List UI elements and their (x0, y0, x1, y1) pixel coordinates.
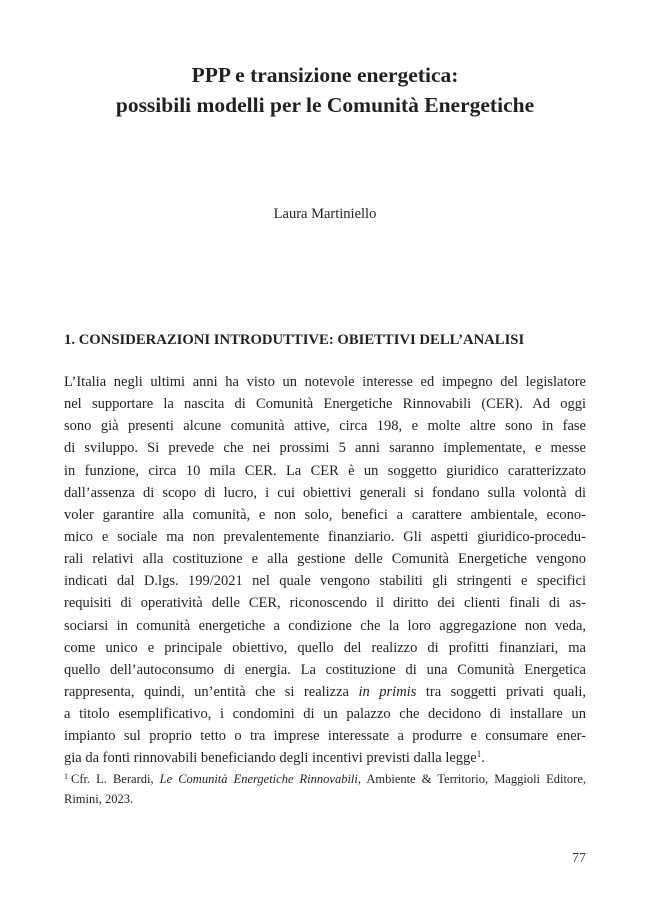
section-heading: 1. CONSIDERAZIONI INTRODUTTIVE: OBIETTIVI DELL’ANALISI (64, 332, 525, 348)
body-line: voler garantire alla comunità, e non solo, benefici a carattere ambientale, econo- (64, 506, 586, 523)
body-line: mico e sociale ma non prevalentemente finanziario. Gli aspetti giuridico-procedu- (64, 528, 586, 545)
body-line: rali relativi alla costituzione e alla gestione delle Comunità Energetiche vengono (64, 551, 586, 568)
page-number: 77 (572, 851, 586, 866)
footnote-citation-title: Le Comunità Energetiche Rinnovabili (159, 772, 358, 786)
body-line: di sviluppo. Si prevede che nei prossimi 5 anni saranno implementate, e messe (64, 440, 586, 457)
italic-phrase: in primis (358, 683, 417, 700)
page-title (0, 60, 650, 120)
body-line: sociarsi in comunità energetiche a condizione che la loro aggregazione non veda, (64, 617, 586, 634)
body-line: indicati dal D.lgs. 199/2021 nel quale vengono stabiliti gli stringenti e specifici (64, 573, 586, 590)
body-text-run: rappresenta, quindi, un’entità che si realizza (64, 683, 359, 700)
body-line: come unico e principale obiettivo, quello del realizzo di profitti finanziari, ma (64, 639, 586, 656)
body-line: L’Italia negli ultimi anni ha visto un notevole interesse ed impegno del legislatore (64, 374, 586, 390)
body-text-run: tra soggetti privati quali, (416, 683, 586, 700)
body-line: impianto sul proprio tetto o tra imprese interessate a produrre e consumare ener- (64, 728, 586, 745)
footnote-line: Rimini, 2023. (64, 792, 134, 806)
footnote-reference[interactable]: 1 (476, 749, 482, 760)
footnote-line (64, 769, 586, 789)
body-line: nel supportare la nascita di Comunità Energetiche Rinnovabili (CER). Ad oggi (64, 396, 586, 413)
body-text-run: gia da fonti rinnovabili beneficiando degli incentivi previsti dalla legge (64, 750, 477, 767)
footnote-marker: 1 (64, 772, 68, 781)
body-line: requisiti di operatività delle CER, riconoscendo il diritto dei clienti finali di as- (64, 595, 586, 612)
body-line: dall’assenza di scopo di lucro, i cui obiettivi generali si fondano sulla volontà di (64, 484, 586, 501)
body-line: a titolo esemplificativo, i condomini di un palazzo che decidono di installare un (64, 706, 586, 723)
body-line: sono già presenti alcune comunità attive, circa 198, e molte altre sono in fase (64, 418, 586, 435)
footnote (64, 769, 586, 809)
title-line-1: PPP e transizione energetica: (191, 63, 459, 87)
body-line: in funzione, circa 10 mila CER. La CER è un soggetto giuridico caratterizzato (64, 462, 586, 479)
body-line: quello dell’autoconsumo di energia. La costituzione di una Comunità Energetica (64, 661, 586, 678)
footnote-text-run: Cfr. L. Berardi, (71, 772, 160, 786)
body-paragraph (64, 371, 586, 770)
author-name: Laura Martiniello (273, 206, 377, 222)
title-line-2: possibili modelli per le Comunità Energetiche (115, 93, 535, 117)
body-line (64, 681, 586, 703)
footnote-text-run: , Ambiente & Territorio, Maggioli Editore, (357, 772, 586, 786)
body-line: gia da fonti rinnovabili beneficiando degli incentivi previsti dalla legge$^1$. (64, 749, 485, 767)
